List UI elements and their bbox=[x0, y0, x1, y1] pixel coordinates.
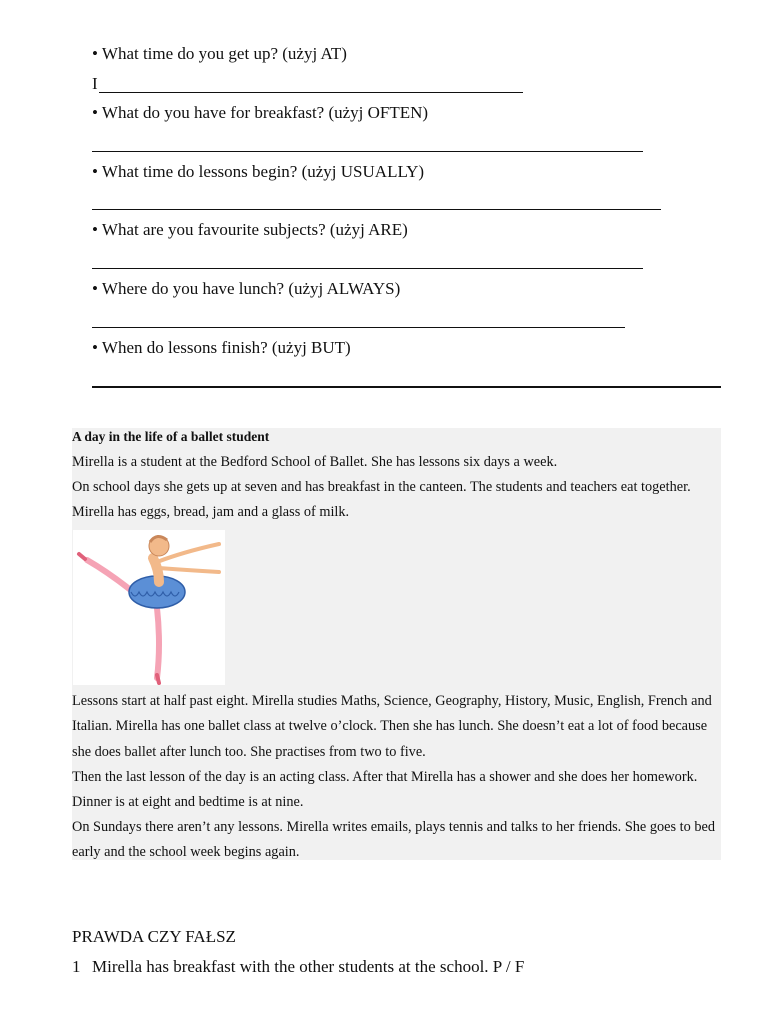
reading-paragraph-3: Lessons start at half past eight. Mirella studies Maths, Science, Geography, History, Music, English, French and Italian. Mirella has one ballet class at twelve o’clock. Then she has lunch. She doesn’t eat a lot of food because she does ballet after lunch too. She practises from two to five. bbox=[72, 693, 712, 760]
reading-paragraph-4: Then the last lesson of the day is an acting class. After that Mirella has a shower and she does her homework. Dinner is at eight and bedtime is at nine. bbox=[72, 769, 698, 811]
question-3: • What time do lessons begin? (użyj USUALLY) bbox=[92, 162, 425, 181]
answer-line-5[interactable] bbox=[92, 327, 625, 328]
true-false-heading: PRAWDA CZY FAŁSZ bbox=[72, 927, 236, 946]
question-2: • What do you have for breakfast? (użyj OFTEN) bbox=[92, 103, 429, 122]
answer-1-prefix: I bbox=[92, 74, 98, 93]
true-false-item-1[interactable] bbox=[72, 956, 524, 978]
reading-paragraph-2: On school days she gets up at seven and has breakfast in the canteen. The students and teachers eat together. Mirella has eggs, bread, jam and a glass of milk. bbox=[72, 479, 691, 521]
answer-line-1[interactable] bbox=[99, 92, 523, 93]
ballerina-illustration bbox=[73, 530, 225, 685]
true-false-item-number: 1 bbox=[72, 957, 81, 976]
answer-line-3[interactable] bbox=[92, 209, 661, 210]
true-false-item-text: Mirella has breakfast with the other students at the school. P / F bbox=[92, 957, 525, 976]
answer-line-4[interactable] bbox=[92, 268, 643, 269]
question-4: • What are you favourite subjects? (użyj ARE) bbox=[92, 220, 408, 239]
question-6: • When do lessons finish? (użyj BUT) bbox=[92, 338, 351, 357]
question-5: • Where do you have lunch? (użyj ALWAYS) bbox=[92, 279, 401, 298]
answer-line-2[interactable] bbox=[92, 151, 643, 152]
answer-line-6[interactable] bbox=[92, 386, 721, 388]
question-1: • What time do you get up? (użyj AT) bbox=[92, 44, 347, 63]
reading-paragraph-5: On Sundays there aren’t any lessons. Mirella writes emails, plays tennis and talks to her friends. She goes to bed early and the school week begins again. bbox=[72, 819, 715, 861]
reading-title: A day in the life of a ballet student bbox=[72, 429, 270, 444]
reading-paragraph-1: Mirella is a student at the Bedford School of Ballet. She has lessons six days a week. bbox=[72, 454, 558, 470]
